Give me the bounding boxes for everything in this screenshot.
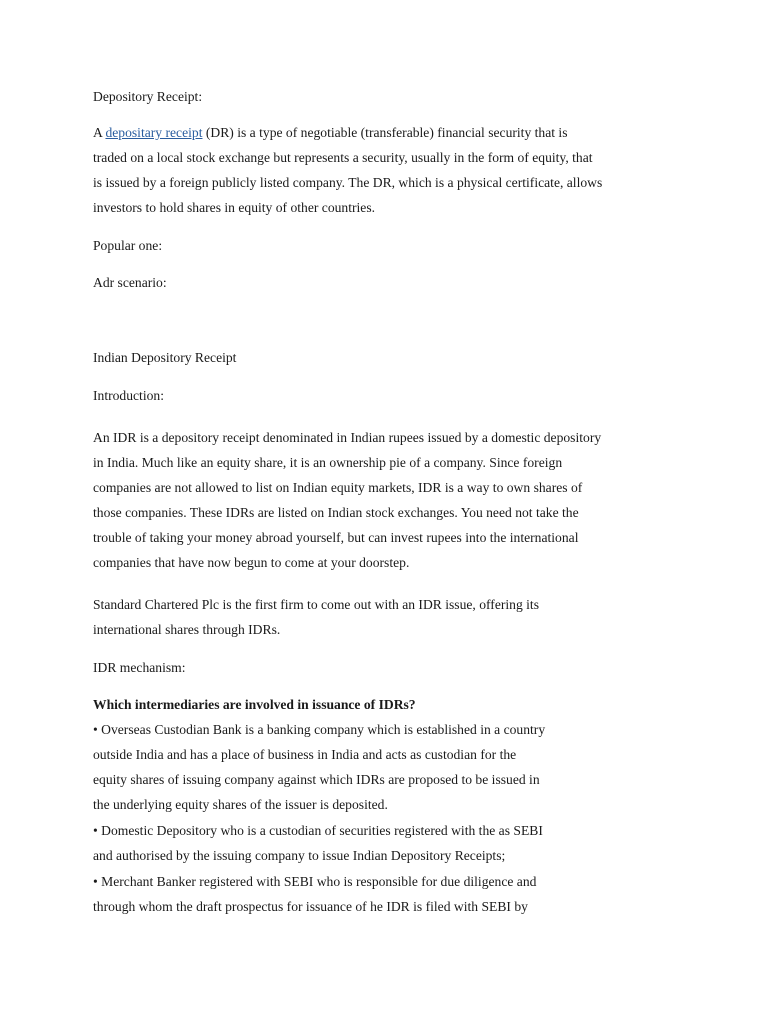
idr-paragraph-line: companies that have now begun to come at your doorstep. xyxy=(93,555,410,570)
idr-paragraph-line: companies are not allowed to list on Indian equity markets, IDR is a way to own shares of xyxy=(93,480,583,495)
dr-paragraph-line-3: is issued by a foreign publicly listed company. The DR, which is a physical certificate, allows xyxy=(93,175,603,190)
intermediaries-question: Which intermediaries are involved in issuance of IDRs? xyxy=(93,697,416,712)
idr-paragraph-line: in India. Much like an equity share, it is an ownership pie of a company. Since foreign xyxy=(93,455,563,470)
dr-line1-rest: (DR) is a type of negotiable (transferable) financial security that is xyxy=(202,125,568,140)
dr-paragraph-line-4: investors to hold shares in equity of other countries. xyxy=(93,200,376,215)
bullet-line: • Merchant Banker registered with SEBI who is responsible for due diligence and xyxy=(93,874,537,889)
heading-depository-receipt: Depository Receipt: xyxy=(93,89,203,104)
bullet-line: through whom the draft prospectus for issuance of he IDR is filed with SEBI by xyxy=(93,899,528,914)
bullet-line: equity shares of issuing company against which IDRs are proposed to be issued in xyxy=(93,772,540,787)
dr-paragraph-line-2: traded on a local stock exchange but represents a security, usually in the form of equity, that xyxy=(93,150,593,165)
depositary-receipt-link[interactable]: depositary receipt xyxy=(105,125,203,140)
standard-chartered-line: Standard Chartered Plc is the first firm to come out with an IDR issue, offering its xyxy=(93,597,539,612)
bullet-line: • Overseas Custodian Bank is a banking company which is established in a country xyxy=(93,722,546,737)
idr-paragraph-line: trouble of taking your money abroad yourself, but can invest rupees into the international xyxy=(93,530,579,545)
idr-paragraph-line: those companies. These IDRs are listed on Indian stock exchanges. You need not take the xyxy=(93,505,579,520)
dr-paragraph-line-1 xyxy=(93,124,568,142)
bullet-line: outside India and has a place of business in India and acts as custodian for the xyxy=(93,747,517,762)
popular-one-label: Popular one: xyxy=(93,238,163,253)
bullet-line: and authorised by the issuing company to issue Indian Depository Receipts; xyxy=(93,848,506,863)
heading-indian-depository-receipt: Indian Depository Receipt xyxy=(93,350,237,365)
adr-scenario-label: Adr scenario: xyxy=(93,275,167,290)
idr-paragraph-line: An IDR is a depository receipt denominated in Indian rupees issued by a domestic depository xyxy=(93,430,602,445)
bullet-line: the underlying equity shares of the issuer is deposited. xyxy=(93,797,388,812)
dr-prefix: A xyxy=(93,125,106,140)
bullet-line: • Domestic Depository who is a custodian of securities registered with the as SEBI xyxy=(93,823,543,838)
introduction-label: Introduction: xyxy=(93,388,164,403)
standard-chartered-line: international shares through IDRs. xyxy=(93,622,281,637)
idr-mechanism-label: IDR mechanism: xyxy=(93,660,186,675)
